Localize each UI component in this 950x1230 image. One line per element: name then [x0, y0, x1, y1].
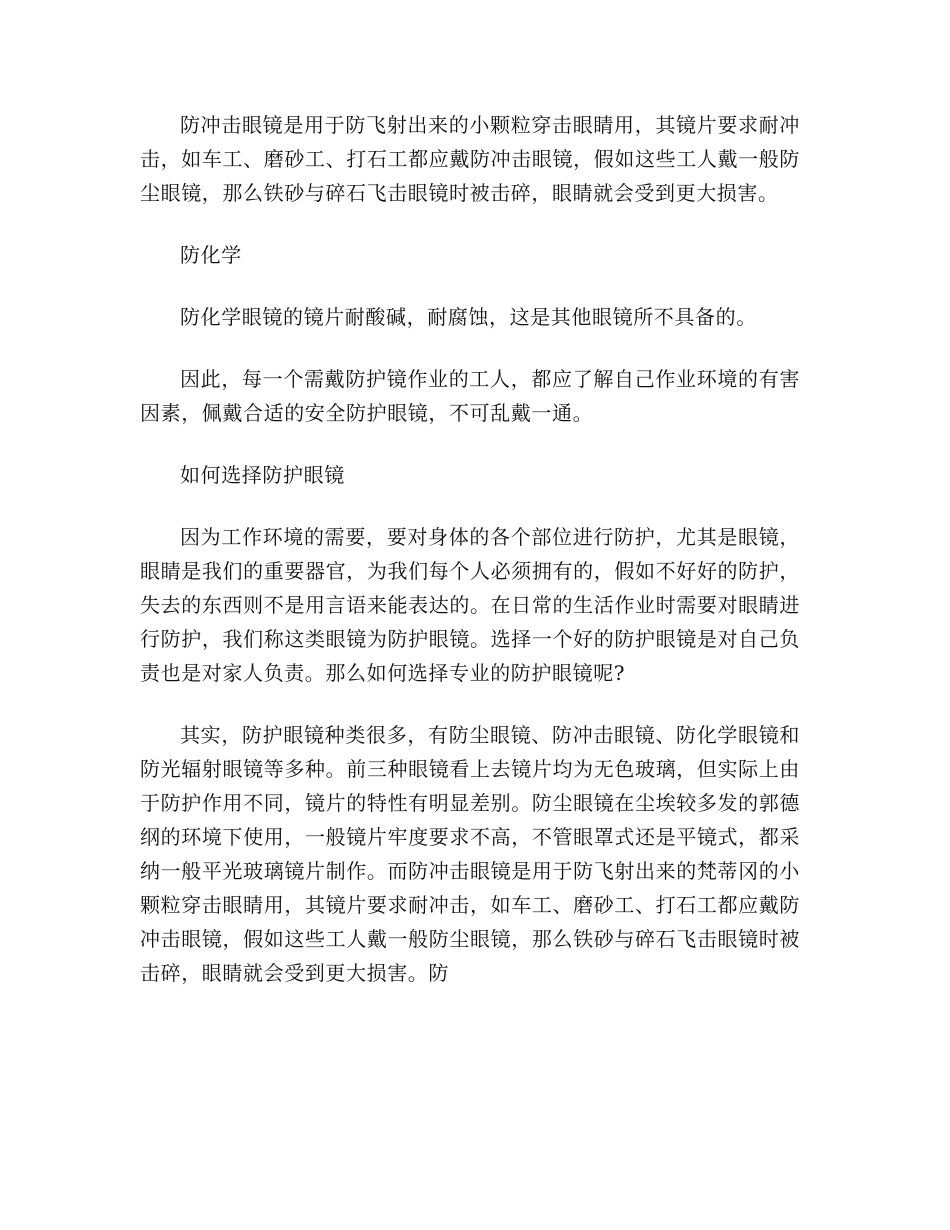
paragraph-glasses-types: 其实，防护眼镜种类很多，有防尘眼镜、防冲击眼镜、防化学眼镜和防光辐射眼镜等多种。前三种眼镜看上去镜片均为无色玻璃，但实际上由于防护作用不同，镜片的特性有明显差别。防尘眼镜在尘埃较多发的郭德纲的环境下使用，一般镜片牢度要求不高，不管眼罩式还是平镜式，都采纳一般平光玻璃镜片制作。而防冲击眼镜是用于防飞射出来的梵蒂冈的小颗粒穿击眼睛用，其镜片要求耐冲击，如车工、磨砂工、打石工都应戴防冲击眼镜，假如这些工人戴一般防尘眼镜，那么铁砂与碎石飞击眼镜时被击碎，眼睛就会受到更大损害。防 [140, 723, 800, 985]
paragraph-conclusion: 因此，每一个需戴防护镜作业的工人，都应了解自己作业环境的有害因素，佩戴合适的安全防护眼镜，不可乱戴一通。 [140, 367, 800, 425]
paragraph-impact-glasses: 防冲击眼镜是用于防飞射出来的小颗粒穿击眼睛用，其镜片要求耐冲击，如车工、磨砂工、打石工都应戴防冲击眼镜，假如这些工人戴一般防尘眼镜，那么铁砂与碎石飞击眼镜时被击碎，眼睛就会受到更大损害。 [140, 113, 800, 205]
section-heading-anti-chemical: 防化学 [180, 243, 242, 267]
paragraph-chemical-glasses: 防化学眼镜的镜片耐酸碱，耐腐蚀，这是其他眼镜所不具备的。 [180, 305, 757, 329]
section-heading-how-to-choose: 如何选择防护眼镜 [180, 463, 345, 487]
paragraph-work-environment: 因为工作环境的需要，要对身体的各个部位进行防护，尤其是眼镜，眼睛是我们的重要器官，为我们每个人必须拥有的，假如不好好的防护，失去的东西则不是用言语来能表达的。在日常的生活作业时需要对眼睛进行防护，我们称这类眼镜为防护眼镜。选择一个好的防护眼镜是对自己负责也是对家人负责。那么如何选择专业的防护眼镜呢? [140, 525, 800, 685]
